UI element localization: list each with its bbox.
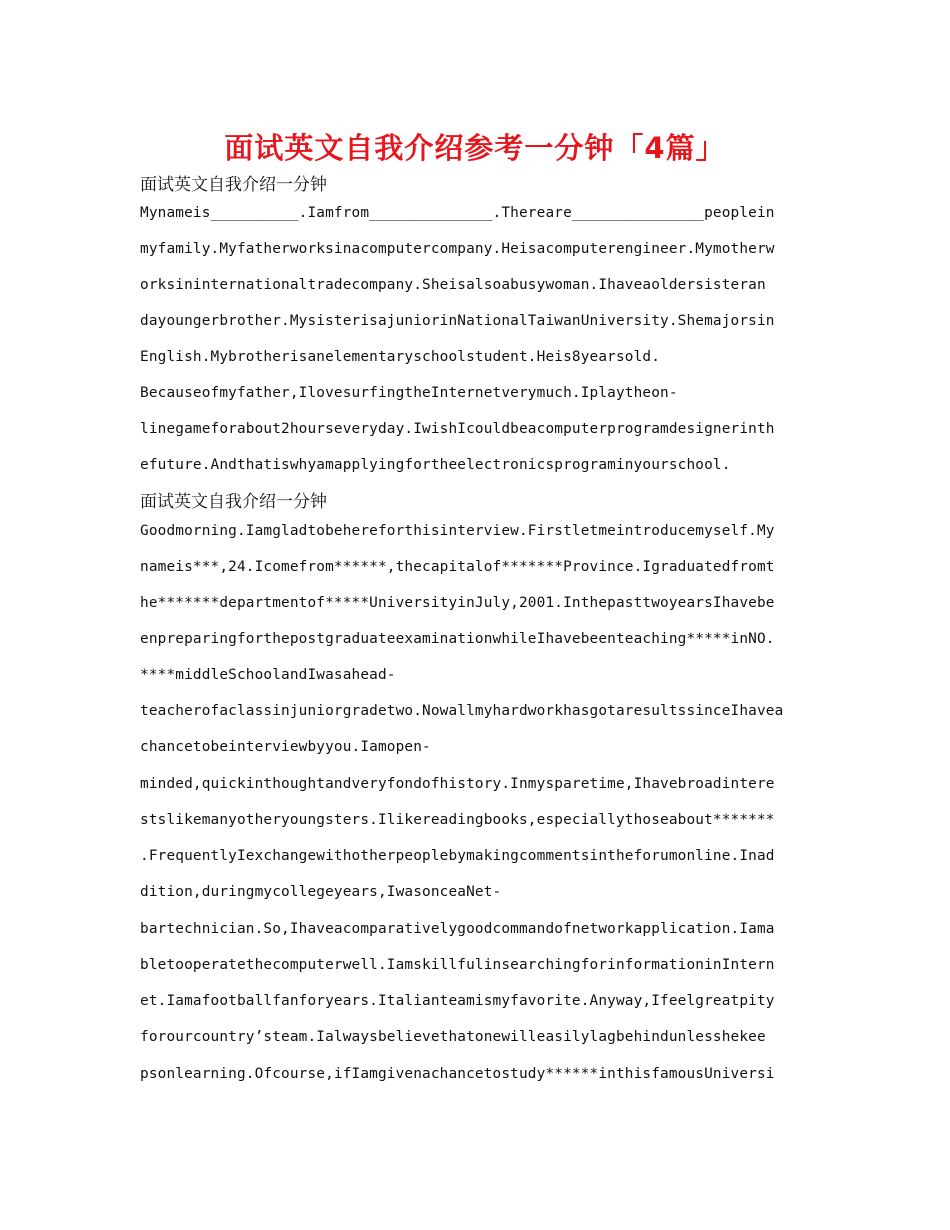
section-1-line: English.Mybrotherisanelementaryschoolstudent.Heis8yearsold. [140,349,661,365]
section-2-line: dition,duringmycollegeyears,IwasonceaNet- [140,884,502,900]
section-2-line: bletooperatethecomputerwell.IamskillfulinsearchingforinformationinIntern [140,957,775,973]
section-2-line: forourcountry’steam.Ialwaysbelievethatonewilleasilylagbehindunlesshekee [140,1029,766,1045]
section-1-heading: 面试英文自我介绍一分钟 [140,175,327,195]
section-2-line: chancetobeinterviewbyyou.Iamopen- [140,739,431,755]
section-1-line: Mynameis__________.Iamfrom______________.Thereare_______________peoplein [140,205,775,221]
section-1-line: Becauseofmyfather,IlovesurfingtheInternetverymuch.Iplaytheon- [140,385,678,401]
section-2-line: psonlearning.Ofcourse,ifIamgivenachancetostudy******inthisfamousUniversi [140,1066,775,1082]
section-2-line: bartechnician.So,Ihaveacomparativelygoodcommandofnetworkapplication.Iama [140,921,775,937]
section-2-line: enpreparingforthepostgraduateexaminationwhileIhavebeenteaching*****inNO. [140,631,775,647]
section-2-line: Goodmorning.Iamgladtobehereforthisinterview.Firstletmeintroducemyself.My [140,523,775,539]
section-1-line: orksininternationaltradecompany.Sheisalsoabusywoman.Ihaveaoldersisteran [140,277,766,293]
section-2-line: nameis***,24.Icomefrom******,thecapitalof*******Province.Igraduatedfromt [140,559,775,575]
document-title: 面试英文自我介绍参考一分钟「4篇」 [224,131,726,165]
section-1-line: efuture.Andthatiswhyamapplyingfortheelectronicsprograminyourschool. [140,457,731,473]
section-2-line: teacherofaclassinjuniorgradetwo.NowallmyhardworkhasgotaresultssinceIhavea [140,703,784,719]
section-1-line: dayoungerbrother.MysisterisajuniorinNationalTaiwanUniversity.Shemajorsin [140,313,775,329]
section-2-line: stslikemanyotheryoungsters.Ilikereadingbooks,especiallythoseabout******* [140,812,775,828]
section-1-line: linegameforabout2hourseveryday.IwishIcouldbeacomputerprogramdesignerinth [140,421,775,437]
section-2-heading: 面试英文自我介绍一分钟 [140,492,327,512]
section-2-line: .FrequentlyIexchangewithotherpeoplebymakingcommentsintheforumonline.Inad [140,848,775,864]
section-2-line: ****middleSchoolandIwasahead- [140,667,396,683]
section-2-line: et.Iamafootballfanforyears.Italianteamismyfavorite.Anyway,Ifeelgreatpity [140,993,775,1009]
section-1-line: myfamily.Myfatherworksinacomputercompany.Heisacomputerengineer.Mymotherw [140,241,775,257]
section-2-line: he*******departmentof*****UniversityinJuly,2001.InthepasttwoyearsIhavebe [140,595,775,611]
section-2-line: minded,quickinthoughtandveryfondofhistory.Inmysparetime,Ihavebroadintere [140,776,775,792]
